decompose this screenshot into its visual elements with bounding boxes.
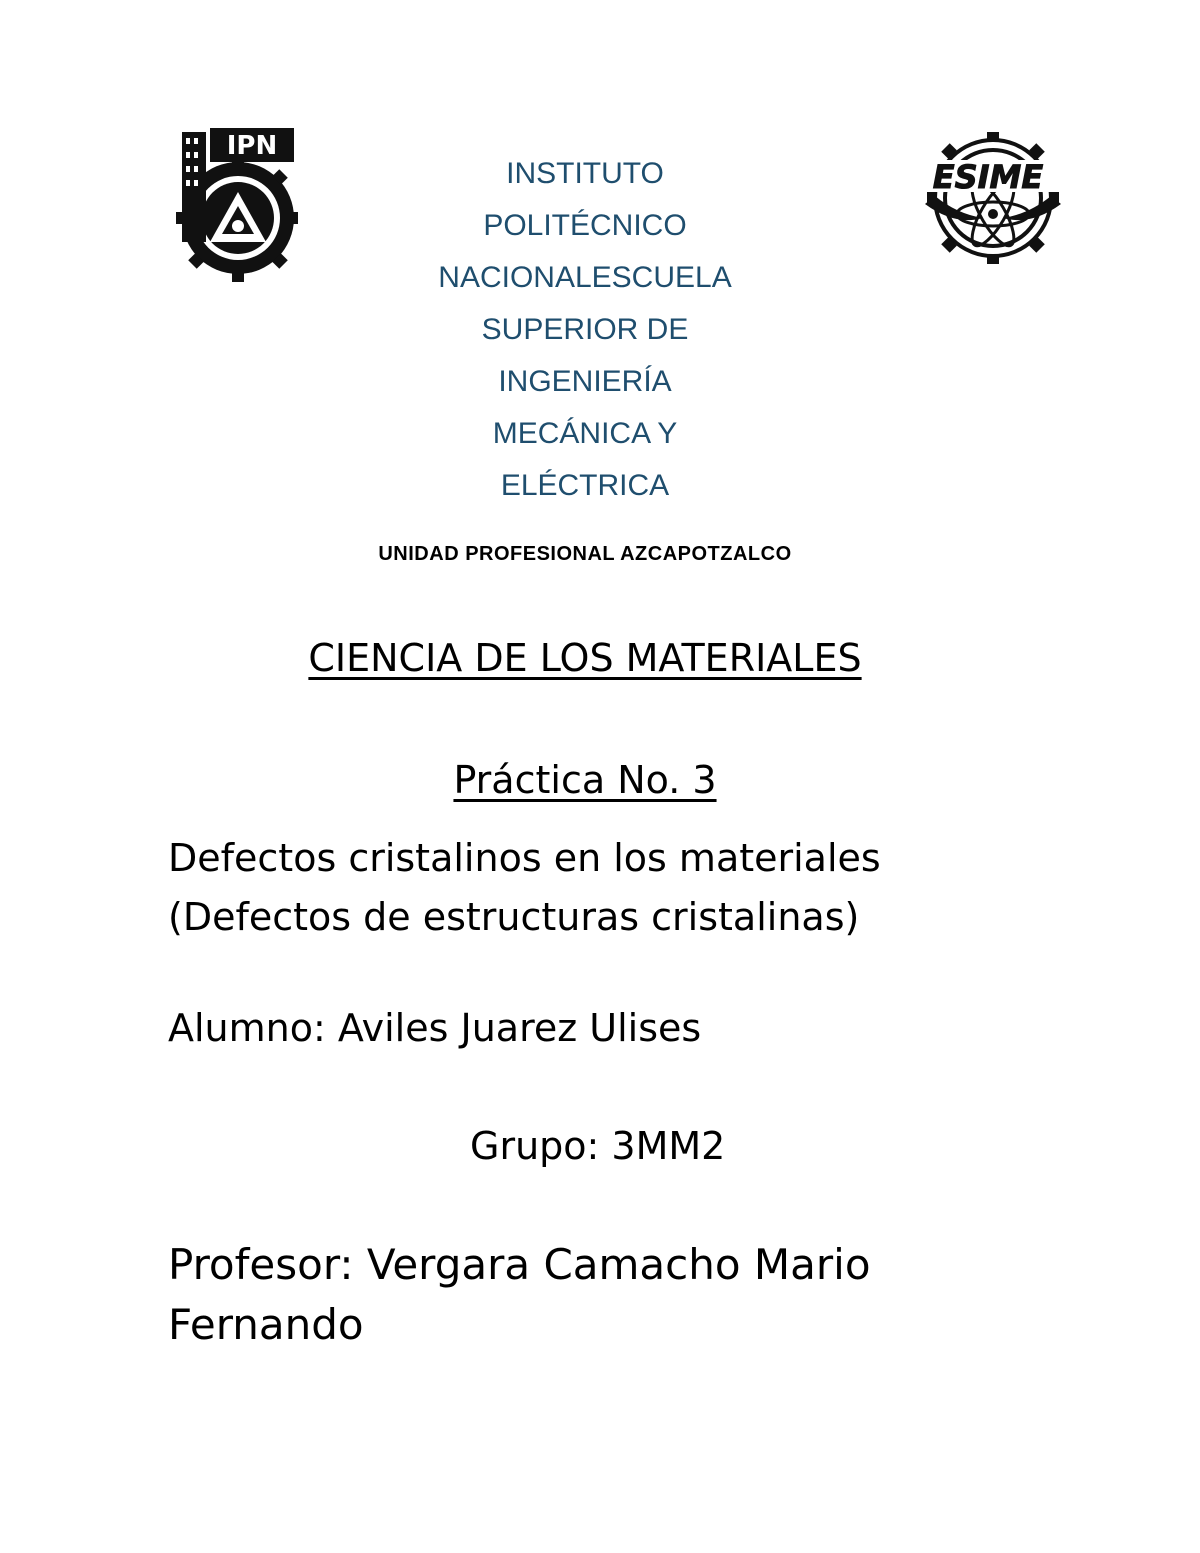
professor-line-1: Profesor: Vergara Camacho Mario <box>168 1240 871 1289</box>
unit-name: UNIDAD PROFESIONAL AZCAPOTZALCO <box>378 543 792 565</box>
institution-line: NACIONALESCUELA <box>438 261 732 294</box>
ipn-logo-icon <box>172 122 298 284</box>
subject-title: CIENCIA DE LOS MATERIALES <box>308 636 862 680</box>
topic-line-2: (Defectos de estructuras cristalinas) <box>168 895 860 939</box>
institution-line: MECÁNICA Y <box>492 417 678 450</box>
institution-line: POLITÉCNICO <box>483 209 687 242</box>
institution-line: ELÉCTRICA <box>500 469 670 502</box>
institution-name <box>380 148 790 512</box>
professor-line-2: Fernando <box>168 1300 364 1349</box>
student-name: Alumno: Aviles Juarez Ulises <box>168 1006 702 1050</box>
practice-number: Práctica No. 3 <box>453 758 717 802</box>
topic-line-1: Defectos cristalinos en los materiales <box>168 836 881 880</box>
esime-logo-text: ESIME <box>932 158 1044 196</box>
institution-line: INGENIERÍA <box>498 365 672 398</box>
ipn-logo-text: IPN <box>226 131 278 161</box>
institution-line: SUPERIOR DE <box>481 313 689 346</box>
group-label: Grupo: 3MM2 <box>470 1124 726 1168</box>
institution-line: INSTITUTO <box>506 157 664 190</box>
esime-logo-icon <box>905 126 1070 271</box>
